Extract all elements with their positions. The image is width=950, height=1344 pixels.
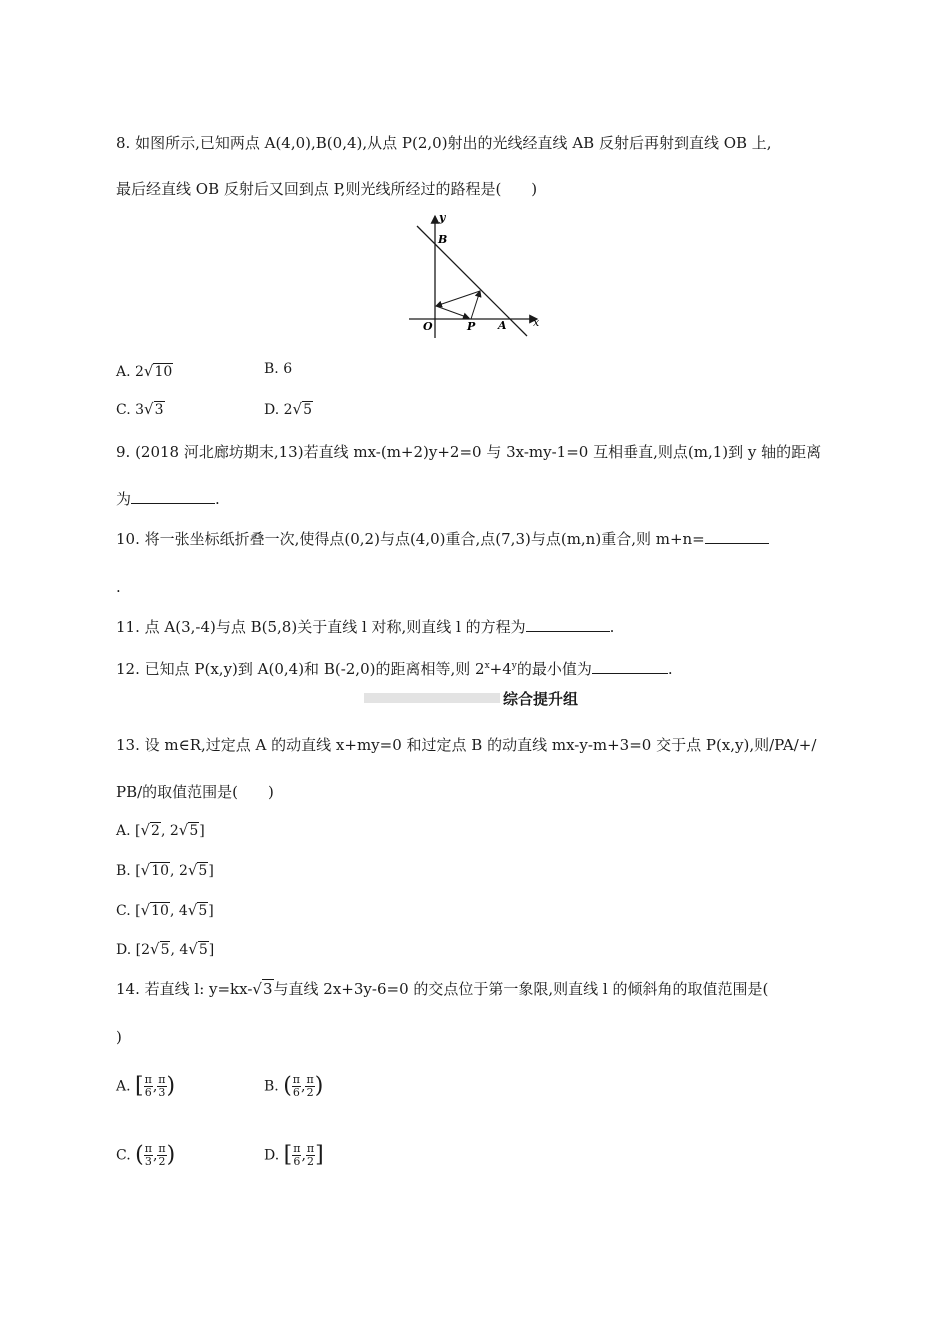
q14-line1: 14. 若直线 l: y=kx-√3与直线 2x+3y-6=0 的交点位于第一象限,则直线 l 的倾斜角的取值范围是( xyxy=(116,980,769,998)
q14-option-b[interactable]: B. ( $\frac{\pi}{6}$ , $\frac{\pi}{2}$ ) xyxy=(264,1073,324,1099)
section-divider-bar xyxy=(364,693,500,703)
q13-option-b[interactable]: B. [√10, 2√5] xyxy=(116,861,214,879)
q10-line1: 10. 将一张坐标纸折叠一次,使得点(0,2)与点(4,0)重合,点(7,3)与点(m,n)重合,则 m+n= xyxy=(116,528,769,550)
q8-option-b[interactable]: B. 6 xyxy=(264,361,293,377)
q13-line1: 13. 设 m∈R,过定点 A 的动直线 x+my=0 和过定点 B 的动直线 mx-y-m+3=0 交于点 P(x,y),则/PA/+/ xyxy=(116,736,817,754)
label-y: y xyxy=(439,212,446,224)
q9-answer-blank[interactable] xyxy=(131,489,215,504)
label-b: B xyxy=(438,233,448,246)
q8-figure xyxy=(405,212,545,340)
q13-option-c[interactable]: C. [√10, 4√5] xyxy=(116,901,214,919)
q13-option-a[interactable]: A. [√2, 2√5] xyxy=(116,821,205,839)
q8-line1: 8. 如图所示,已知两点 A(4,0),B(0,4),从点 P(2,0)射出的光线经直线 AB 反射后再射到直线 OB 上, xyxy=(116,134,772,152)
ray-1 xyxy=(471,291,480,319)
q12-line1: 12. 已知点 P(x,y)到 A(0,4)和 B(-2,0)的距离相等,则 $2^x+4^y$的最小值为 . xyxy=(116,660,673,678)
q8-option-c[interactable]: C. 3√3 xyxy=(116,400,164,418)
q14-option-a[interactable]: A. [ $\frac{\pi}{6}$ , $\frac{\pi}{3}$ ) xyxy=(116,1073,176,1099)
q8-line2: 最后经直线 OB 反射后又回到点 P,则光线所经过的路程是( ) xyxy=(116,180,538,198)
ray-2 xyxy=(436,291,480,306)
ray-3 xyxy=(436,306,469,318)
q10-line2: . xyxy=(116,578,121,596)
q9-line1: 9. (2018 河北廊坊期末,13)若直线 mx-(m+2)y+2=0 与 3x-my-1=0 互相垂直,则点(m,1)到 y 轴的距离 xyxy=(116,443,822,461)
q10-answer-blank[interactable] xyxy=(705,529,769,544)
q8-option-d[interactable]: D. 2√5 xyxy=(264,400,313,418)
q11-answer-blank[interactable] xyxy=(526,617,610,632)
section-title: 综合提升组 xyxy=(503,690,579,708)
label-a: A xyxy=(498,319,507,332)
label-o: O xyxy=(423,320,433,333)
q14-option-d[interactable]: D. [ $\frac{\pi}{6}$ , $\frac{\pi}{2}$ ] xyxy=(264,1142,324,1168)
label-x: x xyxy=(533,316,540,329)
q9-line2: 为 . xyxy=(116,490,220,508)
q11-line1: 11. 点 A(3,-4)与点 B(5,8)关于直线 l 对称,则直线 l 的方程为 . xyxy=(116,618,615,636)
q12-answer-blank[interactable] xyxy=(592,659,668,674)
q14-option-c[interactable]: C. ( $\frac{\pi}{3}$ , $\frac{\pi}{2}$ ) xyxy=(116,1142,176,1168)
q8-option-a[interactable]: A. 2√10 xyxy=(116,362,173,380)
q13-line2: PB/的取值范围是( ) xyxy=(116,783,274,801)
label-p: P xyxy=(467,320,476,333)
q14-line2: ) xyxy=(116,1028,122,1046)
q13-option-d[interactable]: D. [2√5, 4√5] xyxy=(116,940,215,958)
